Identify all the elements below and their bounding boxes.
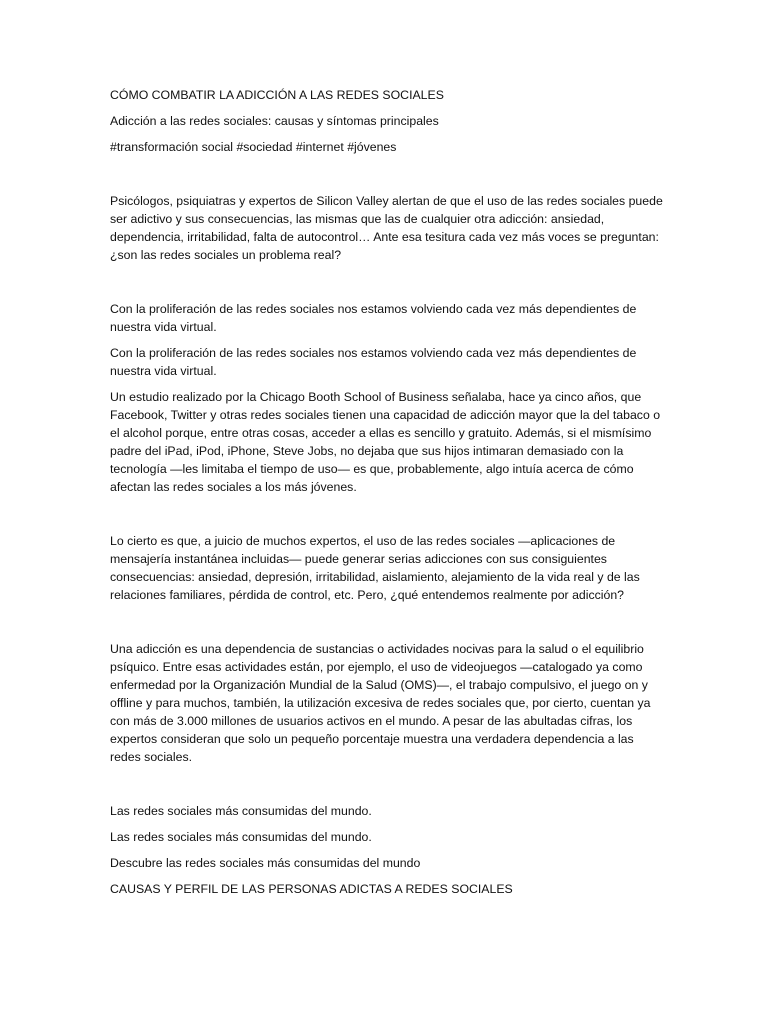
paragraph-addiction-definition: Una adicción es una dependencia de sustancias o actividades nocivas para la salud o el equilibrio psíquico. Entre esas actividades están, por ejemplo, el uso de videojuegos —catalogado ya como enfermedad por la Organización Mundial de la Salud (OMS)—, el trabajo compulsivo, el juego on y offline y para muchos, también, la utilización excesiva de redes sociales que, por cierto, cuentan ya con más de 3.000 millones de usuarios activos en el mundo. A pesar de las abultadas cifras, los expertos consideran que solo un pequeño porcentaje muestra una verdadera dependencia a las redes sociales. (110, 642, 651, 764)
paragraph-discover-networks: Descubre las redes sociales más consumidas del mundo (110, 856, 421, 870)
document-body (110, 86, 666, 898)
section-heading: CAUSAS Y PERFIL DE LAS PERSONAS ADICTAS A REDES SOCIALES (110, 882, 513, 896)
paragraph-experts: Lo cierto es que, a juicio de muchos expertos, el uso de las redes sociales —aplicaciones de mensajería instantánea incluidas— puede generar serias adicciones con sus consiguientes consecuencias: ansiedad, depresión, irritabilidad, aislamiento, alejamiento de la vida real y de las relaciones familiares, pérdida de control, etc. Pero, ¿qué entendemos realmente por adicción? (110, 534, 640, 602)
paragraph-intro: Psicólogos, psiquiatras y expertos de Silicon Valley alertan de que el uso de las redes sociales puede ser adictivo y sus consecuencias, las mismas que las de cualquier otra adicción: ansiedad, dependencia, irritabilidad, falta de autocontrol… Ante esa tesitura cada vez más voces se preguntan: ¿son las redes sociales un problema real? (110, 194, 663, 262)
document-subtitle: Adicción a las redes sociales: causas y síntomas principales (110, 114, 439, 128)
document-title: CÓMO COMBATIR LA ADICCIÓN A LAS REDES SOCIALES (110, 88, 444, 102)
paragraph-proliferation-repeat: Con la proliferación de las redes sociales nos estamos volviendo cada vez más dependientes de nuestra vida virtual. (110, 346, 637, 378)
paragraph-most-used-networks: Las redes sociales más consumidas del mundo. (110, 804, 372, 818)
document-tags: #transformación social #sociedad #internet #jóvenes (110, 140, 397, 154)
paragraph-proliferation: Con la proliferación de las redes sociales nos estamos volviendo cada vez más dependientes de nuestra vida virtual. (110, 302, 637, 334)
paragraph-chicago-study: Un estudio realizado por la Chicago Booth School of Business señalaba, hace ya cinco años, que Facebook, Twitter y otras redes sociales tienen una capacidad de adicción mayor que la del tabaco o el alcohol porque, entre otras cosas, acceder a ellas es sencillo y gratuito. Además, si el mismísimo padre del iPad, iPod, iPhone, Steve Jobs, no dejaba que sus hijos intimaran demasiado con la tecnología —les limitaba el tiempo de uso— es que, probablemente, algo intuía acerca de cómo afectan las redes sociales a los más jóvenes. (110, 390, 661, 494)
paragraph-most-used-networks-repeat: Las redes sociales más consumidas del mundo. (110, 830, 372, 844)
